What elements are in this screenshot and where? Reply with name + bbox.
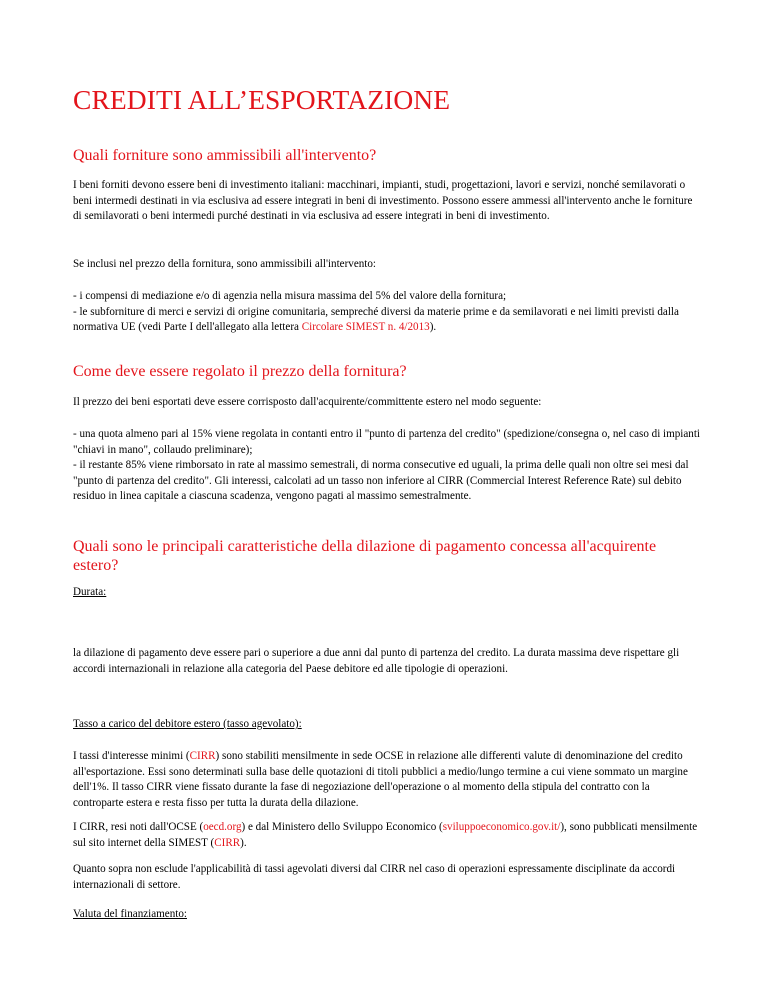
section-heading-dilazione: Quali sono le principali caratteristiche della dilazione di pagamento concessa all'acquirente estero? [73,538,657,574]
list-item-compensi: - i compensi di mediazione e/o di agenzia nella misura massima del 5% del valore della fornitura; [73,290,507,302]
label-tasso: Tasso a carico del debitore estero (tasso agevolato): [73,718,302,730]
paragraph-tasso [73,749,701,811]
paragraph-inclusi: Se inclusi nel prezzo della fornitura, sono ammissibili all'intervento: [73,258,376,270]
list-ammissibili [73,289,701,336]
paragraph-cirr-pubblicati [73,820,701,851]
list-item-subforniture-end: ). [429,321,437,333]
link-cirr-simest[interactable]: CIRR [214,836,241,849]
paragraph-tassi-agevolati: Quanto sopra non esclude l'applicabilità di tassi agevolati diversi dal CIRR nel caso di operazioni espressamente disciplinate da accordi internazionali di settore. [73,863,676,891]
cirr-text-b: ) e dal Ministero dello Sviluppo Economico ( [241,821,443,833]
label-valuta: Valuta del finanziamento: [73,908,187,920]
link-circolare-simest[interactable]: Circolare SIMEST n. 4/2013 [301,321,430,333]
cirr-text-d: ). [240,836,247,849]
link-sviluppo-economico[interactable]: sviluppoeconomico.gov.it/ [442,821,561,833]
section-heading-prezzo: Come deve essere regolato il prezzo della fornitura? [73,363,407,380]
section-heading-forniture: Quali forniture sono ammissibili all'intervento? [73,147,377,164]
document-title: CREDITI ALL’ESPORTAZIONE [73,84,451,115]
list-item-quota-contanti: - una quota almeno pari al 15% viene regolata in contanti entro il "punto di partenza del credito" (spedizione/consegna o, nel caso di impianti "chiavi in mano", collaudo preliminare); [73,428,701,456]
paragraph-prezzo-intro: Il prezzo dei beni esportati deve essere corrisposto dall'acquirente/committente estero nel modo seguente: [73,396,542,408]
cirr-text-c: ), sono pubblicati mensilmente sul sito internet della SIMEST ( [73,821,698,849]
paragraph-beni-forniti: I beni forniti devono essere beni di investimento italiani: macchinari, impianti, studi, progettazioni, lavori e servizi, nonché semilavorati o beni intermedi destinati in via esclusiva ad essere integrati in beni di investimento. Possono essere ammessi all'intervento anche le forniture di semilavorati o beni intermedi purché destinati in via esclusiva ad essere integrati in beni di investimento. [73,179,693,222]
tasso-text-end: ) sono stabiliti mensilmente in sede OCSE in relazione alle differenti valute di denominazione del credito all'esportazione. Essi sono determinati sulla base delle quotazioni di titoli pubblici a medio/lungo termine a cui viene sommato un margine dell'1%. Il tasso CIRR viene fissato durante la fase di negoziazione dell'operazione o al momento della stipula del contratto con la controparte estera e resta fisso per tutta la durata della dilazione. [73,750,688,809]
label-durata: Durata: [73,586,107,598]
tasso-text-start: I tassi d'interesse minimi ( [73,750,190,762]
cirr-text-a: I CIRR, resi noti dall'OCSE ( [73,821,204,833]
paragraph-durata: la dilazione di pagamento deve essere pari o superiore a due anni dal punto di partenza del credito. La durata massima deve rispettare gli accordi internazionali in relazione alla categoria del Paese debitore ed alle tipologie di operazioni. [73,647,680,675]
list-item-subforniture: - le subforniture di merci e servizi di origine comunitaria, sempreché diversi da materie prime e da semilavorati e nei limiti previsti dalla normativa UE (vedi Parte I dell'allegato alla lettera [73,305,679,333]
list-regolamento [73,427,701,505]
link-oecd[interactable]: oecd.org [203,821,242,833]
link-cirr[interactable]: CIRR [189,750,216,762]
list-item-rate: - il restante 85% viene rimborsato in rate al massimo semestrali, di norma consecutive ed uguali, la prima delle quali non oltre sei mesi dal "punto di partenza del credito". Gli interessi, calcolati ad un tasso non inferiore al CIRR (Commercial Interest Reference Rate) sul debito residuo in linea capitale a ciascuna scadenza, vengono pagati al massimo semestralmente. [73,459,689,502]
